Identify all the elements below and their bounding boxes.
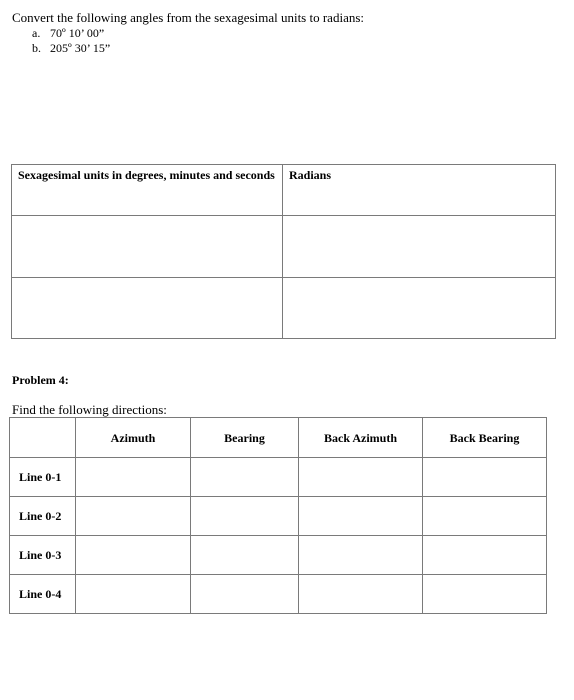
- answer-cell-azimuth[interactable]: [76, 575, 191, 614]
- header-radians: Radians: [283, 165, 556, 216]
- conversion-table: [11, 164, 556, 339]
- table-row: [10, 497, 547, 536]
- directions-prompt: Find the following directions:: [12, 402, 167, 417]
- answer-cell-bearing[interactable]: [191, 497, 299, 536]
- answer-cell-azimuth[interactable]: [76, 458, 191, 497]
- row-label-line-0-1: Line 0-1: [10, 458, 76, 497]
- answer-cell-bearing[interactable]: [191, 458, 299, 497]
- table-row: [10, 536, 547, 575]
- conversion-header-row: [12, 165, 556, 216]
- angle-value-b: 205º 30’ 15”: [50, 41, 111, 55]
- header-blank: [10, 418, 76, 458]
- answer-cell-back-bearing[interactable]: [423, 575, 547, 614]
- problem-title: Problem 4:: [12, 373, 69, 387]
- angle-item-b: [32, 41, 110, 55]
- answer-cell-bearing[interactable]: [191, 575, 299, 614]
- instructions-text: Convert the following angles from the sexagesimal units to radians:: [12, 10, 365, 25]
- conversion-row-2: [12, 278, 556, 339]
- conversion-row-1: [12, 216, 556, 278]
- row-label-line-0-4: Line 0-4: [10, 575, 76, 614]
- row-label-line-0-3: Line 0-3: [10, 536, 76, 575]
- answer-cell-sexagesimal-2[interactable]: [12, 278, 283, 339]
- table-row: [10, 458, 547, 497]
- answer-cell-azimuth[interactable]: [76, 497, 191, 536]
- answer-cell-radians-1[interactable]: [283, 216, 556, 278]
- answer-cell-back-azimuth[interactable]: [299, 536, 423, 575]
- answer-cell-azimuth[interactable]: [76, 536, 191, 575]
- header-back-bearing: Back Bearing: [423, 418, 547, 458]
- header-bearing: Bearing: [191, 418, 299, 458]
- answer-cell-radians-2[interactable]: [283, 278, 556, 339]
- angle-marker-a: a.: [32, 26, 41, 40]
- row-label-line-0-2: Line 0-2: [10, 497, 76, 536]
- directions-table: [9, 417, 547, 614]
- directions-header-row: [10, 418, 547, 458]
- answer-cell-back-azimuth[interactable]: [299, 575, 423, 614]
- header-back-azimuth: Back Azimuth: [299, 418, 423, 458]
- answer-cell-back-azimuth[interactable]: [299, 497, 423, 536]
- header-sexagesimal: Sexagesimal units in degrees, minutes and seconds: [12, 165, 283, 216]
- angle-marker-b: b.: [32, 41, 41, 55]
- angle-value-a: 70º 10’ 00”: [50, 26, 105, 40]
- answer-cell-back-bearing[interactable]: [423, 458, 547, 497]
- angle-item-a: [32, 26, 104, 40]
- answer-cell-bearing[interactable]: [191, 536, 299, 575]
- answer-cell-sexagesimal-1[interactable]: [12, 216, 283, 278]
- answer-cell-back-bearing[interactable]: [423, 536, 547, 575]
- header-azimuth: Azimuth: [76, 418, 191, 458]
- answer-cell-back-azimuth[interactable]: [299, 458, 423, 497]
- table-row: [10, 575, 547, 614]
- answer-cell-back-bearing[interactable]: [423, 497, 547, 536]
